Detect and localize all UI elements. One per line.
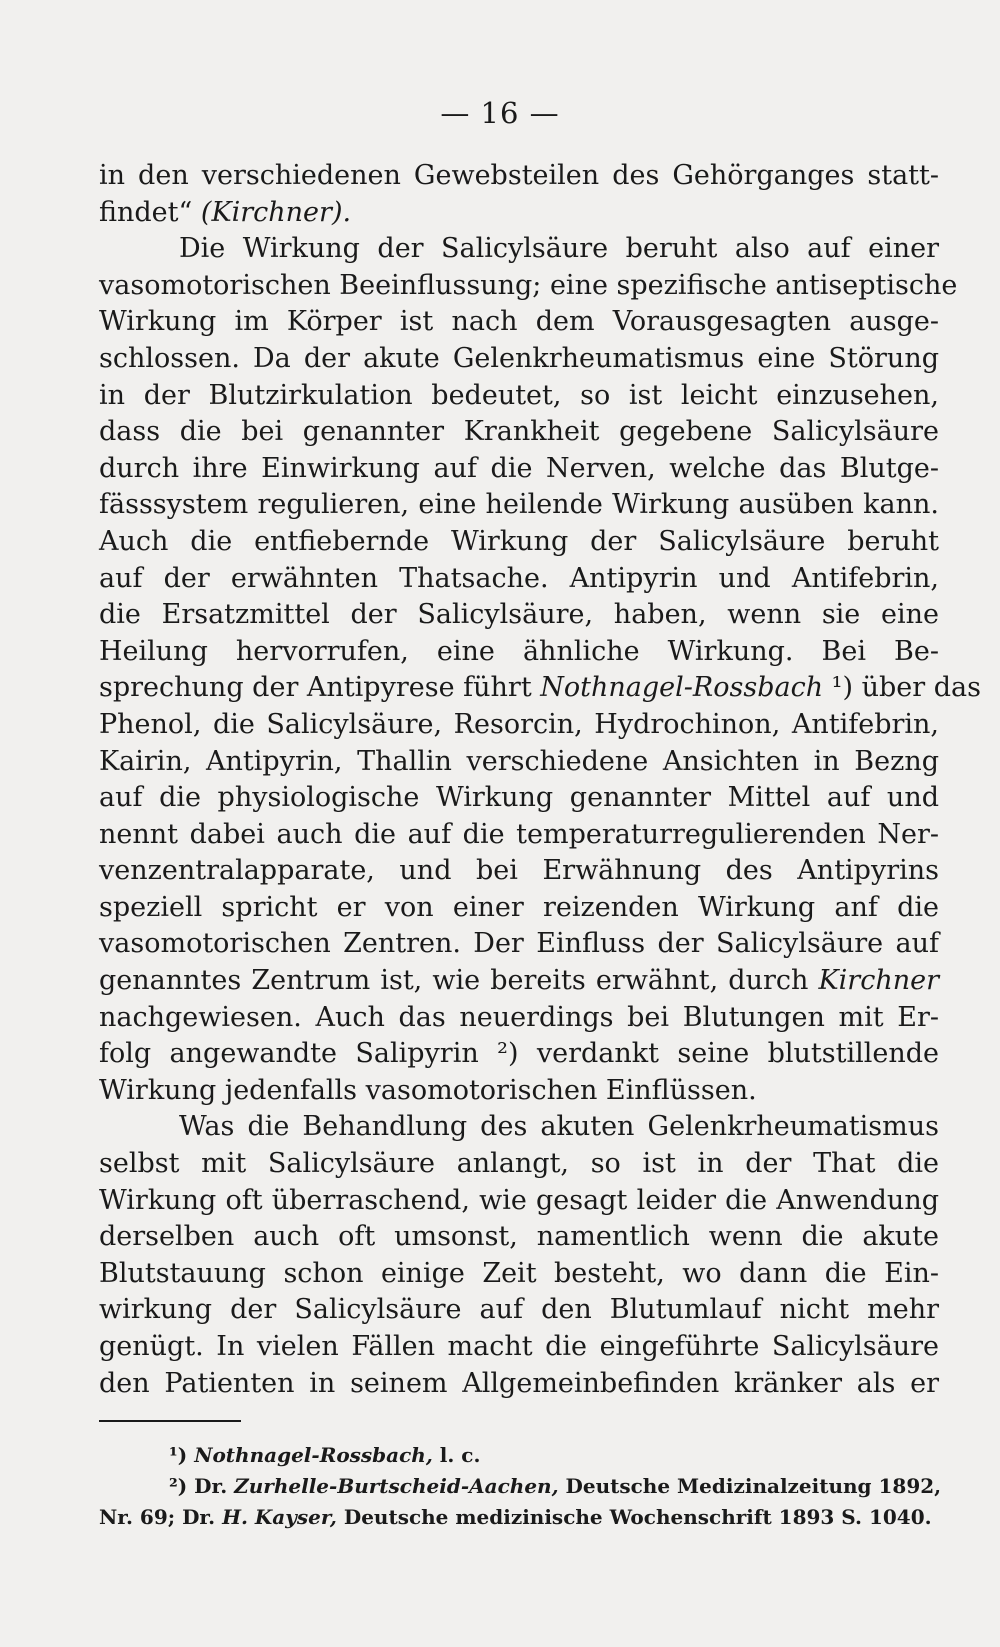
text-line (99, 1292, 939, 1329)
text-span: nennt dabei auch die auf die temperaturregulierenden Ner- (99, 818, 939, 850)
text-span: genanntes Zentrum ist, wie bereits erwähnt, durch (99, 965, 819, 997)
text-span: vasomotorischen Zentren. Der Einfluss der Salicylsäure auf (99, 928, 939, 960)
text-line (99, 195, 939, 232)
text-line (99, 890, 939, 927)
text-span: nachgewiesen. Auch das neuerdings bei Blutungen mit Er- (99, 1001, 939, 1033)
text-span: Auch die entfiebernde Wirkung der Salicylsäure beruht (99, 525, 939, 557)
text-span: Wirkung jedenfalls vasomotorischen Einflüssen. (99, 1074, 757, 1106)
text-line (99, 158, 939, 195)
text-span: Die Wirkung der Salicylsäure beruht also auf einer (179, 233, 939, 265)
text-line (99, 1219, 939, 1256)
text-line (99, 963, 939, 1000)
footnote-line (99, 1502, 939, 1533)
italic-text: Zurhelle-Burtscheid-Aachen, (234, 1474, 559, 1498)
text-span: genügt. In vielen Fällen macht die eingeführte Salicylsäure (99, 1331, 939, 1362)
text-span: sprechung der Antipyrese führt (99, 672, 541, 704)
text-line (99, 304, 939, 341)
italic-text: Nothnagel-Rossbach, (194, 1443, 433, 1467)
text-span: speziell spricht er von einer reizenden Wirkung anf die (99, 891, 939, 923)
text-line (99, 1109, 939, 1146)
text-span: ¹) über das (823, 672, 981, 704)
text-line (99, 817, 939, 854)
text-line (99, 341, 939, 378)
italic-text: H. Kayser, (222, 1505, 337, 1529)
text-span: in der Blutzirkulation bedeutet, so ist leicht einzusehen, (99, 379, 939, 411)
text-span: schlossen. Da der akute Gelenkrheumatismus eine Störung (99, 342, 939, 374)
text-line (99, 744, 939, 781)
text-span: auf die physiologische Wirkung genannter Mittel auf und (99, 782, 939, 814)
text-line (99, 1329, 939, 1366)
text-line (99, 1146, 939, 1183)
text-span: Heilung hervorrufen, eine ähnliche Wirkung. Bei Be- (99, 635, 939, 667)
text-span: Nr. 69; Dr. (99, 1505, 223, 1529)
text-span: findet“ (99, 196, 201, 228)
footnotes (99, 1440, 942, 1533)
text-line (99, 1000, 939, 1037)
text-line (99, 1256, 939, 1293)
text-span: derselben auch oft umsonst, namentlich wenn die akute (99, 1221, 939, 1253)
text-line (99, 707, 939, 744)
italic-text: Kirchner (818, 965, 939, 997)
text-line (99, 780, 939, 817)
text-span: Kairin, Antipyrin, Thallin verschiedene Ansichten in Bezng (99, 745, 939, 777)
italic-text: Nothnagel-Rossbach (540, 672, 824, 704)
footnote-rule (99, 1420, 241, 1422)
text-line (99, 378, 939, 415)
italic-text: (Kirchner). (200, 196, 352, 228)
text-line (99, 231, 939, 268)
text-span: wirkung der Salicylsäure auf den Blutumlauf nicht mehr (99, 1294, 939, 1326)
text-span: l. c. (432, 1443, 481, 1467)
text-line (99, 670, 981, 707)
text-span: durch ihre Einwirkung auf die Nerven, welche das Blutge- (99, 452, 939, 484)
text-line (99, 1073, 939, 1110)
text-span: Wirkung oft überraschend, wie gesagt leider die Anwendung (99, 1184, 939, 1216)
text-span: venzentralapparate, und bei Erwähnung des Antipyrins (99, 855, 939, 887)
text-line (99, 1366, 939, 1403)
page-number: — 16 — (440, 96, 560, 130)
text-span: Phenol, die Salicylsäure, Resorcin, Hydrochinon, Antifebrin, (99, 708, 939, 740)
text-span: in den verschiedenen Gewebsteilen des Gehörganges statt- (99, 160, 939, 191)
text-line (99, 524, 939, 561)
text-span: dass die bei genannter Krankheit gegebene Salicylsäure (99, 416, 939, 448)
text-span: Deutsche Medizinalzeitung 1892, (558, 1474, 942, 1498)
text-line (99, 597, 939, 634)
text-span: die Ersatzmittel der Salicylsäure, haben, wenn sie eine (99, 599, 939, 631)
text-line (99, 487, 939, 524)
text-span: ²) Dr. (169, 1474, 235, 1498)
text-line (99, 853, 939, 890)
text-span: folg angewandte Salipyrin ²) verdankt seine blutstillende (99, 1038, 939, 1070)
text-line (99, 634, 939, 671)
text-span: fässsystem regulieren, eine heilende Wirkung ausüben kann. (99, 489, 939, 521)
text-span: Deutsche medizinische Wochenschrift 1893 S. 1040. (336, 1505, 932, 1529)
text-line (99, 926, 939, 963)
text-span: selbst mit Salicylsäure anlangt, so ist in der That die (99, 1148, 939, 1180)
text-line (99, 561, 939, 598)
text-span: Wirkung im Körper ist nach dem Vorausgesagten ausge- (99, 306, 939, 338)
text-line (99, 1036, 939, 1073)
text-line (99, 268, 958, 305)
text-span: auf der erwähnten Thatsache. Antipyrin und Antifebrin, (99, 562, 939, 594)
text-span: den Patienten in seinem Allgemeinbefinden kränker als er (99, 1367, 939, 1399)
text-line (99, 451, 939, 488)
text-span: ¹) (169, 1443, 195, 1467)
text-span: vasomotorischen Beeinflussung; eine spezifische antiseptische (99, 269, 958, 301)
body-text (99, 158, 981, 1402)
text-line (99, 1183, 939, 1220)
footnote-line (99, 1471, 942, 1502)
text-span: Blutstauung schon einige Zeit besteht, wo dann die Ein- (99, 1257, 939, 1289)
footnote-line (99, 1440, 939, 1471)
text-line (99, 414, 939, 451)
text-span: Was die Behandlung des akuten Gelenkrheumatismus (179, 1111, 939, 1143)
